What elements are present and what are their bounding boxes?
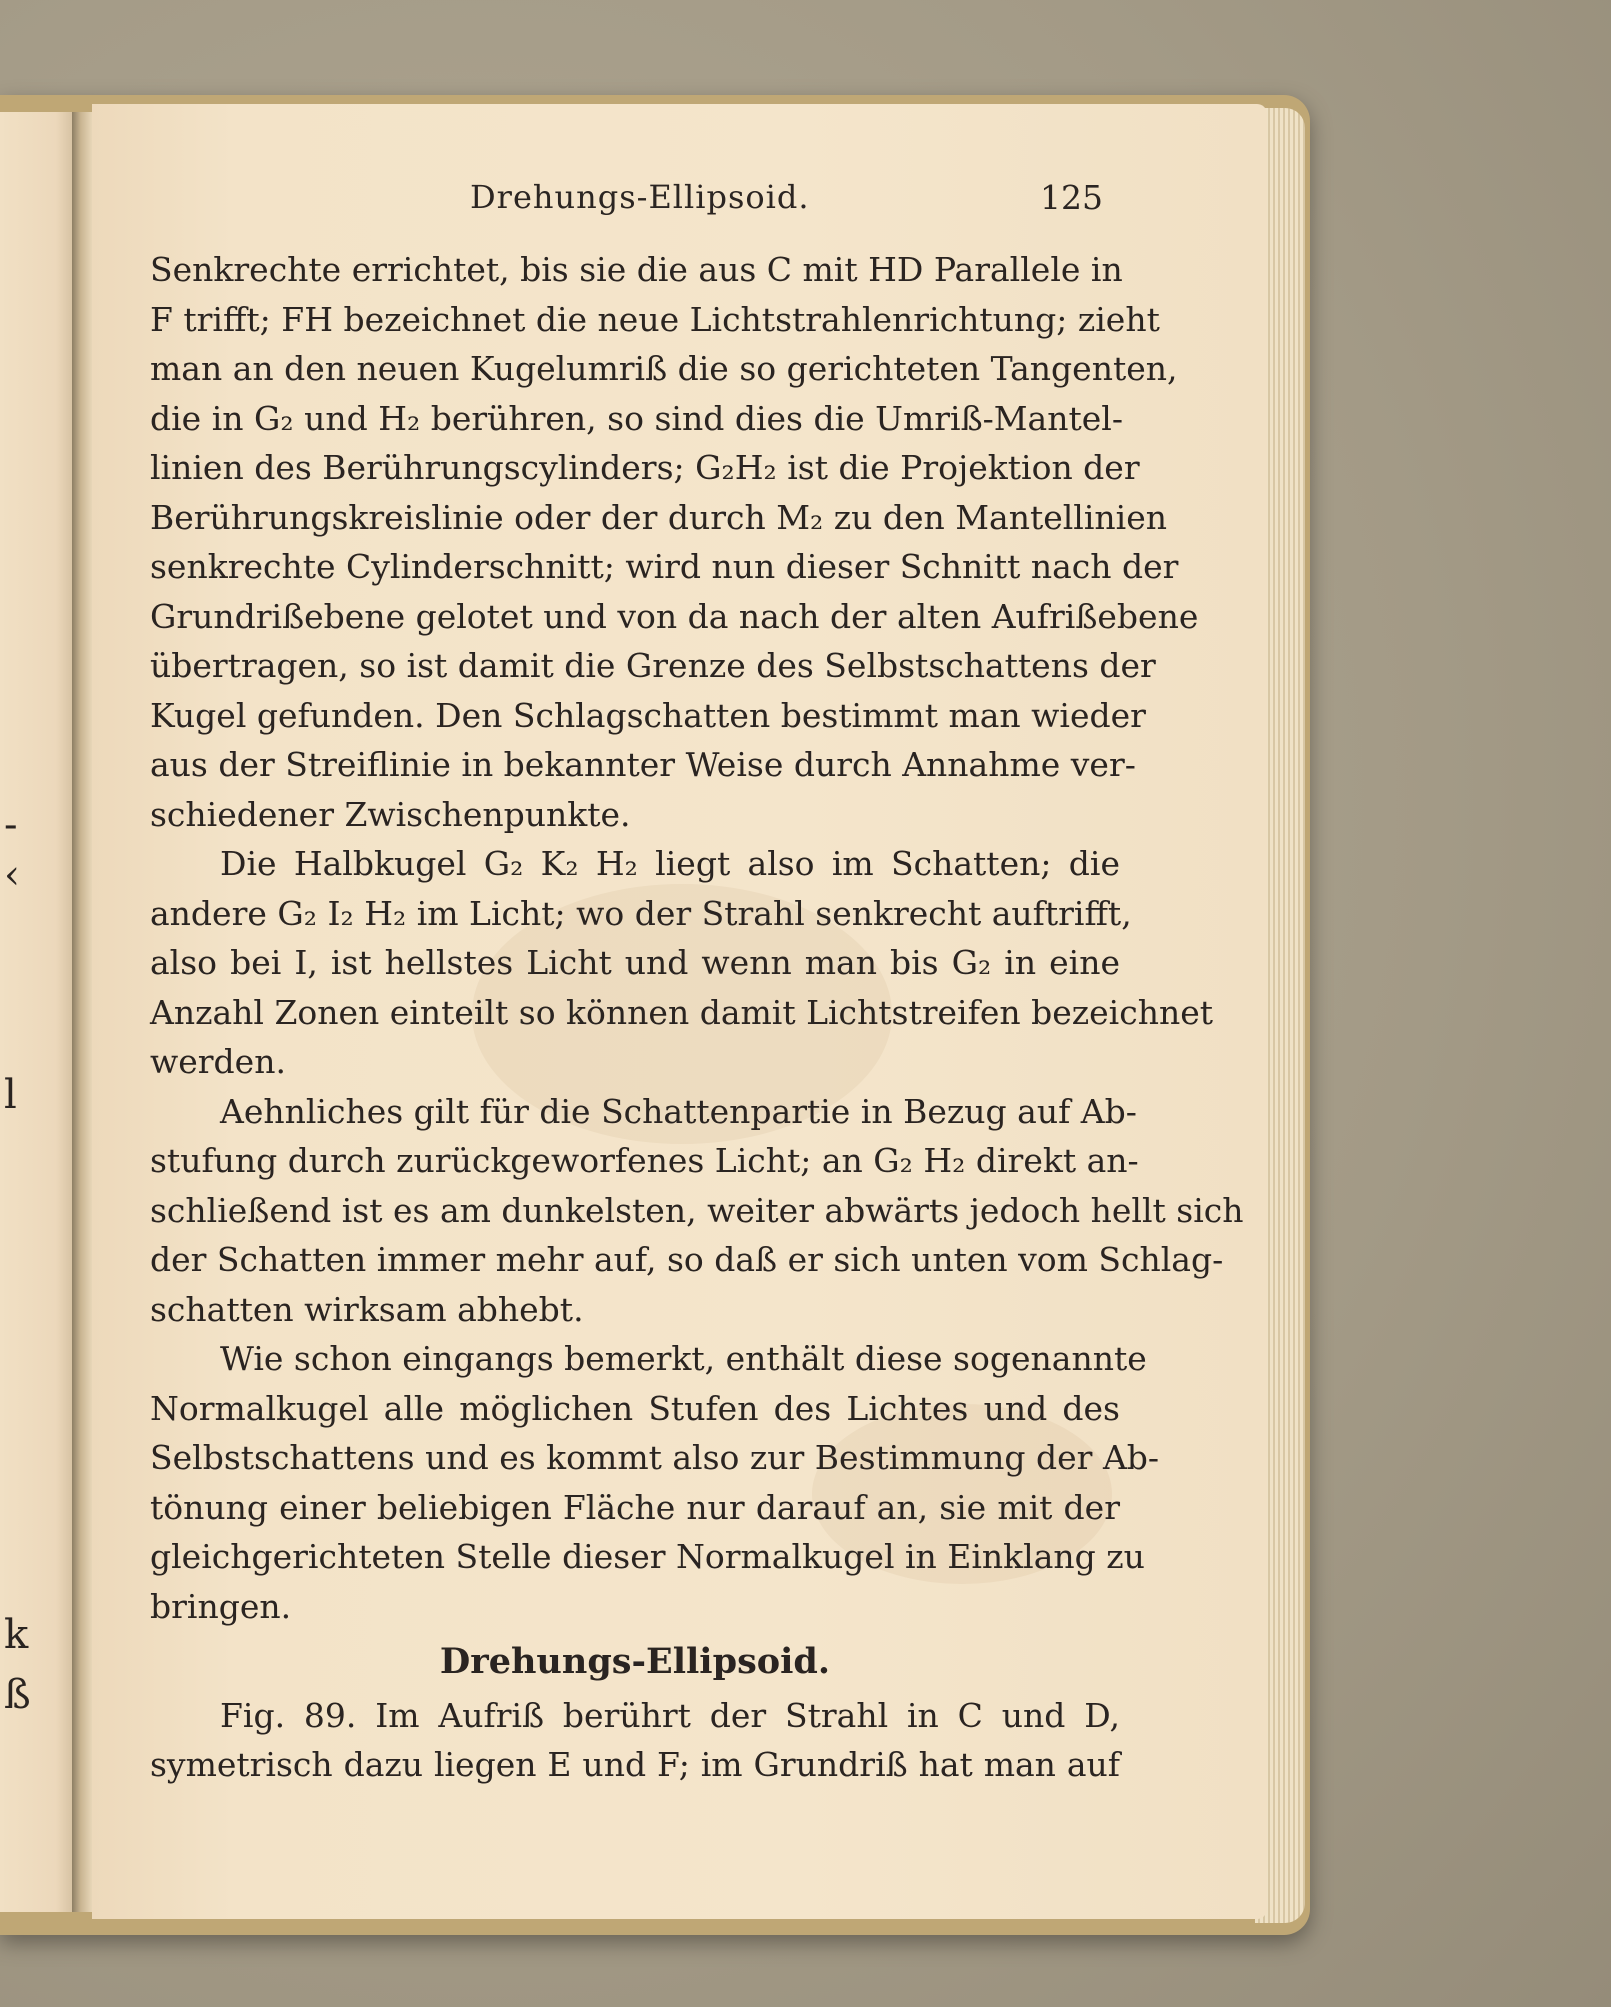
paragraph bbox=[150, 839, 1213, 1087]
text-line: F trifft; FH bezeichnet die neue Lichtstrahlenrichtung; zieht bbox=[150, 299, 1160, 339]
paragraph bbox=[150, 1691, 1120, 1790]
text-line: man an den neuen Kugelumriß die so gerichteten Tangenten, bbox=[150, 349, 1178, 388]
left-page-fragment: l bbox=[4, 1072, 17, 1118]
text-line: tönung einer beliebigen Fläche nur darauf an, sie mit der bbox=[150, 1487, 1120, 1527]
text-line: Die Halbkugel G₂ K₂ H₂ liegt also im Schatten; die bbox=[220, 844, 1120, 883]
paragraph bbox=[150, 1334, 1160, 1631]
text-line: der Schatten immer mehr auf, so daß er sich unten vom Schlag- bbox=[150, 1240, 1224, 1279]
left-page-fragment: k bbox=[4, 1612, 29, 1658]
text-line: aus der Streiflinie in bekannter Weise durch Annahme ver- bbox=[150, 745, 1136, 784]
text-line: stufung durch zurückgeworfenes Licht; an G₂ H₂ direkt an- bbox=[150, 1141, 1139, 1180]
text-line: Wie schon eingangs bemerkt, enthält diese sogenannte bbox=[220, 1339, 1147, 1378]
text-line: symetrisch dazu liegen E und F; im Grundriß hat man auf bbox=[150, 1745, 1120, 1784]
text-line: schatten wirksam abhebt. bbox=[150, 1289, 584, 1329]
text-line: Normalkugel alle möglichen Stufen des Lichtes und des bbox=[150, 1388, 1120, 1428]
text-line: schiedener Zwischenpunkte. bbox=[150, 794, 631, 834]
left-page-fragment: ‹ bbox=[4, 852, 20, 898]
text-line: übertragen, so ist damit die Grenze des Selbstschattens der bbox=[150, 646, 1156, 685]
text-line: Anzahl Zonen einteilt so können damit Lichtstreifen bezeichnet bbox=[150, 992, 1213, 1032]
text-line: Grundrißebene gelotet und von da nach der alten Aufrißebene bbox=[150, 596, 1199, 636]
paragraph bbox=[150, 1087, 1244, 1335]
text-line: Berührungskreislinie oder der durch M₂ zu den Mantellinien bbox=[150, 497, 1168, 537]
text-line: also bei I, ist hellstes Licht und wenn man bis G₂ in eine bbox=[150, 943, 1120, 982]
text-line: werden. bbox=[150, 1042, 286, 1081]
body-text bbox=[150, 245, 1244, 1790]
text-line: bringen. bbox=[150, 1586, 292, 1626]
left-page-fragment: ß bbox=[4, 1672, 31, 1718]
text-line: linien des Berührungscylinders; G₂H₂ ist die Projektion der bbox=[150, 448, 1140, 487]
text-line: Selbstschattens und es kommt also zur Bestimmung der Ab- bbox=[150, 1438, 1160, 1477]
page-number: 125 bbox=[1040, 178, 1103, 217]
paragraph bbox=[150, 245, 1199, 839]
book-gutter bbox=[72, 112, 94, 1912]
text-line: Kugel gefunden. Den Schlagschatten bestimmt man wieder bbox=[150, 695, 1146, 735]
left-page-fragment: - bbox=[4, 802, 18, 848]
text-line: senkrechte Cylinderschnitt; wird nun dieser Schnitt nach der bbox=[150, 547, 1179, 586]
text-line: schließend ist es am dunkelsten, weiter abwärts jedoch hellt sich bbox=[150, 1190, 1244, 1230]
text-line: Aehnliches gilt für die Schattenpartie in Bezug auf Ab- bbox=[220, 1091, 1137, 1131]
left-page-edge bbox=[0, 112, 80, 1912]
text-line: gleichgerichteten Stelle dieser Normalkugel in Einklang zu bbox=[150, 1537, 1145, 1576]
text-line: Senkrechte errichtet, bis sie die aus C mit HD Parallele in bbox=[150, 250, 1123, 289]
running-head: Drehungs-Ellipsoid. bbox=[470, 178, 810, 216]
section-title: Drehungs-Ellipsoid. bbox=[439, 1641, 831, 1682]
text-line: Fig. 89. Im Aufriß berührt der Strahl in C und D, bbox=[220, 1695, 1120, 1735]
text-line: die in G₂ und H₂ berühren, so sind dies die Umriß-Mantel- bbox=[150, 398, 1123, 438]
text-line: andere G₂ I₂ H₂ im Licht; wo der Strahl senkrecht auftrifft, bbox=[150, 893, 1132, 933]
